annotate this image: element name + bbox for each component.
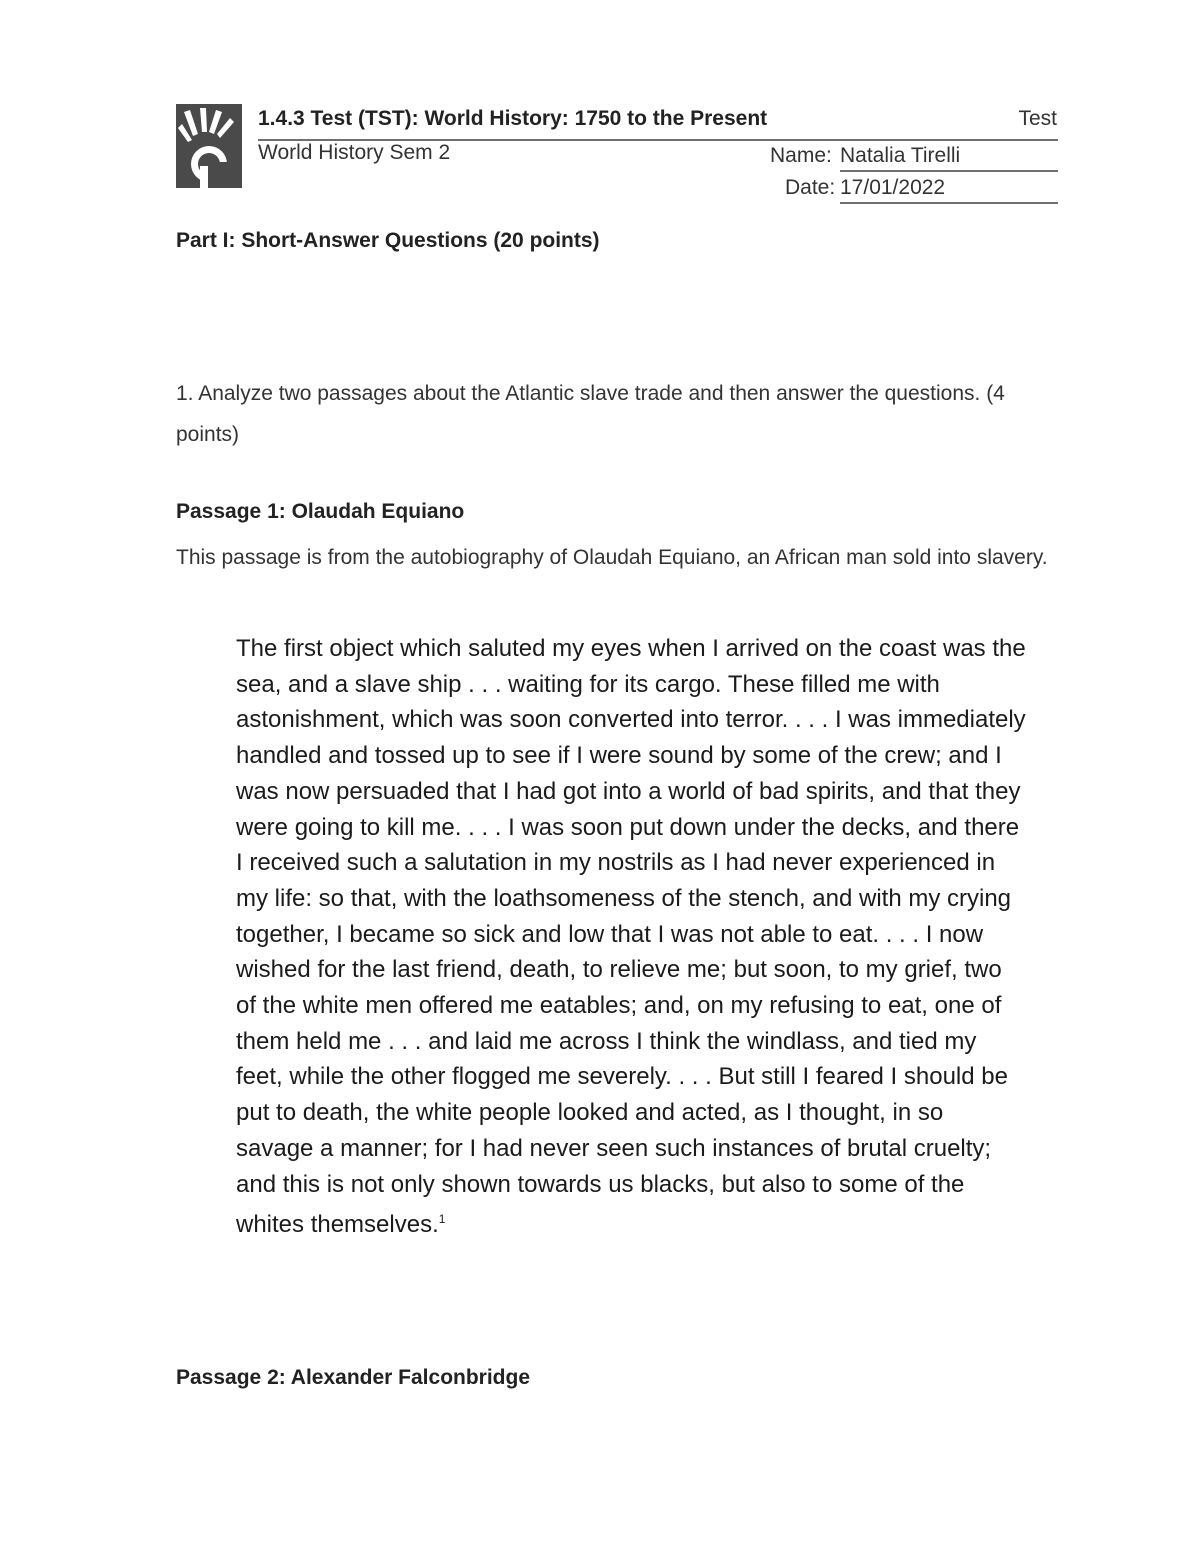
document-type: Test (1018, 107, 1057, 130)
name-label: Name: (770, 144, 832, 167)
date-underline (840, 202, 1058, 204)
date-label: Date: (785, 176, 836, 199)
passage-2-heading: Passage 2: Alexander Falconbridge (176, 1366, 531, 1389)
name-value: Natalia Tirelli (840, 144, 961, 167)
test-title: 1.4.3 Test (TST): World History: 1750 to the Present (258, 107, 768, 130)
passage-1-intro: This passage is from the autobiography of Olaudah Equiano, an African man sold into slavery. (176, 546, 1048, 569)
date-value: 17/01/2022 (840, 176, 946, 199)
name-underline (840, 170, 1058, 172)
passage-1-heading: Passage 1: Olaudah Equiano (176, 500, 465, 523)
footnote-marker: 1 (438, 1212, 446, 1227)
course-name: World History Sem 2 (258, 141, 451, 164)
part-heading: Part I: Short-Answer Questions (20 points) (176, 229, 600, 252)
question-text: 1. Analyze two passages about the Atlantic slave trade and then answer the questions. (4 points) (176, 382, 1005, 446)
passage-1-quote (236, 631, 1026, 1243)
quote-text: The first object which saluted my eyes when I arrived on the coast was the sea, and a slave ship . . . waiting for its cargo. These filled me with astonishment, which was soon converted into terror. . . . I was immediately handled and tossed up to see if I were sound by some of the crew; and I was now persuaded that I had got into a world of bad spirits, and that they were going to kill me. . . . I was soon put down under the decks, and there I received such a salutation in my nostrils as I had never experienced in my life: so that, with the loathsomeness of the stench, and with my crying together, I became so sick and low that I was not able to eat. . . . I now wished for the last friend, death, to relieve me; but soon, to my grief, two of the white men offered me eatables; and, on my refusing to eat, one of them held me . . . and laid me across I think the windlass, and tied my feet, while the other flogged me severely. . . . But still I feared I should be put to death, the white people looked and acted, as I thought, in so savage a manner; for I had never seen such instances of brutal cruelty; and this is not only shown towards us blacks, but also to some of the whites themselves. (236, 635, 1026, 1239)
sunburst-logo-icon (176, 104, 242, 188)
